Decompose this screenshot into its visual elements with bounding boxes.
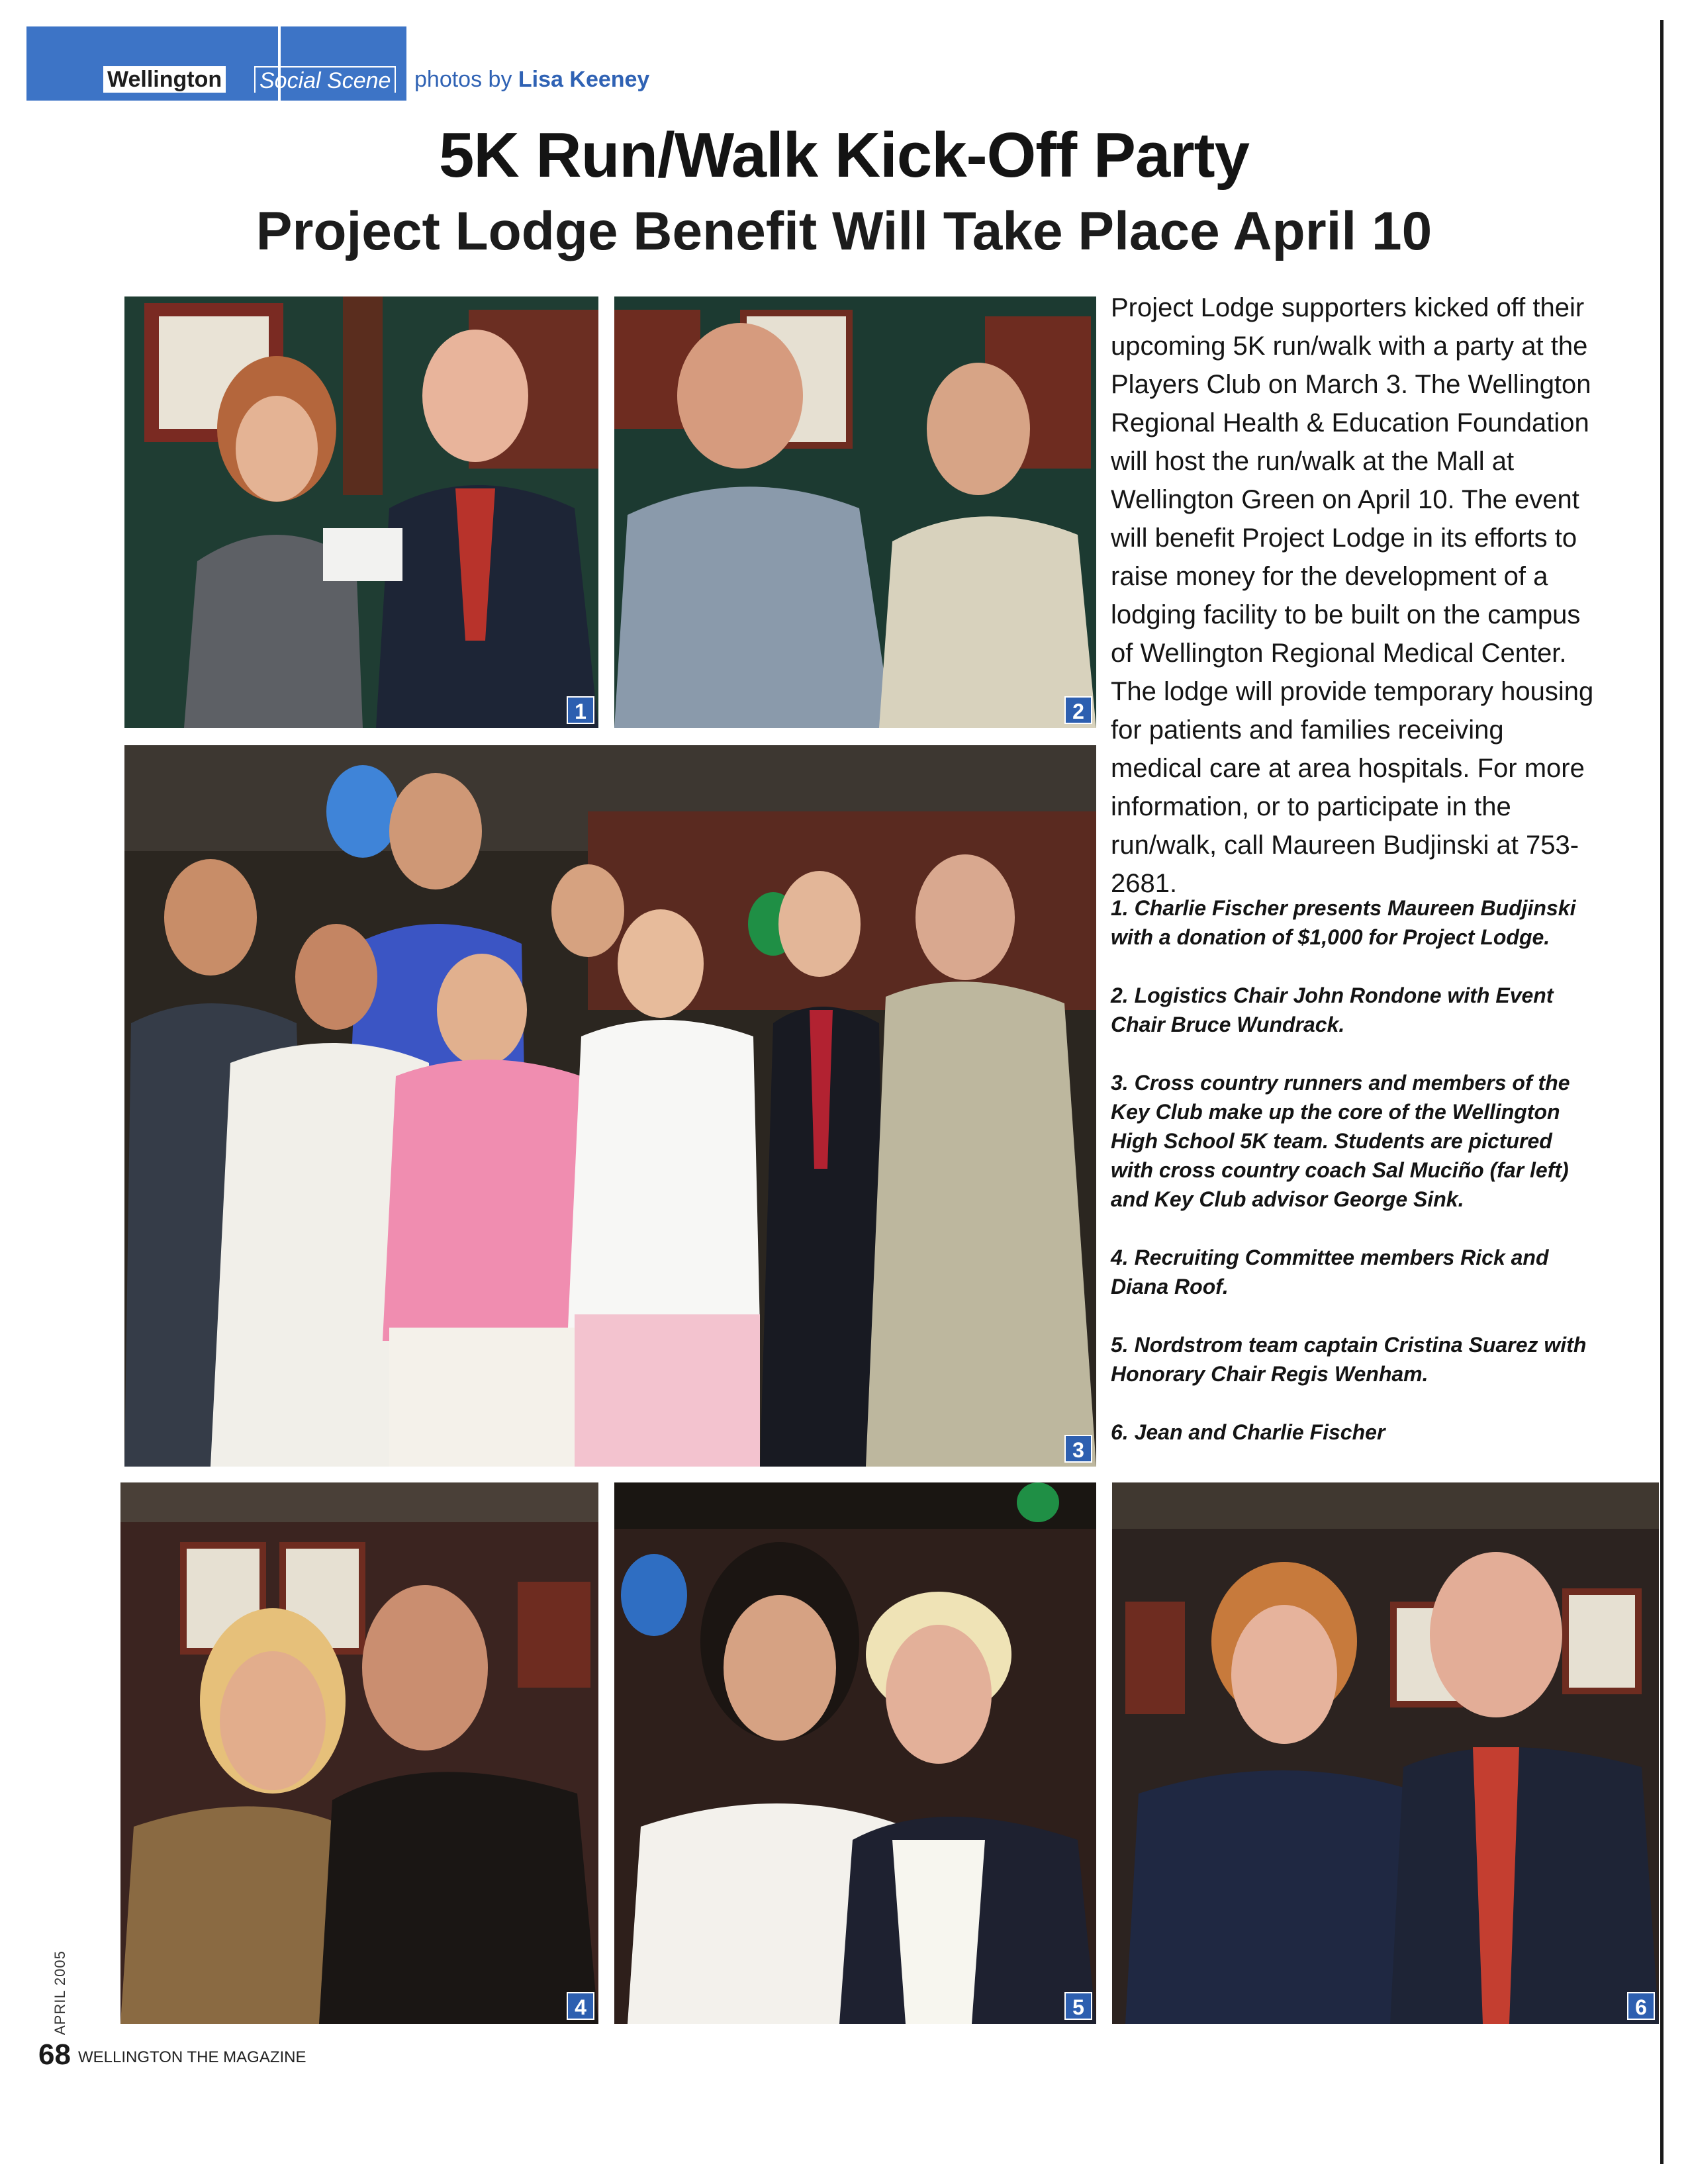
article-subheadline: Project Lodge Benefit Will Take Place April 10 (256, 201, 1432, 261)
photo-number-badge: 6 (1627, 1992, 1655, 2020)
issue-date: APRIL 2005 (52, 1950, 68, 2035)
caption-3: 3. Cross country runners and members of the Key Club make up the core of the Wellington High School 5K team. Students are pictured with cross country coach Sal Muciño (far left) and Key Club advisor George Sink. (1111, 1071, 1570, 1211)
caption-1: 1. Charlie Fischer presents Maureen Budjinski with a donation of $1,000 for Project Lodge. (1111, 896, 1576, 949)
article-headline: 5K Run/Walk Kick-Off Party (438, 120, 1249, 191)
photo-3 (124, 745, 1096, 1467)
photo-credit (414, 66, 649, 93)
photo-number-badge: 2 (1064, 696, 1092, 724)
photo-2-image (614, 296, 1096, 728)
photographer-name: Lisa Keeney (518, 67, 650, 92)
photo-6 (1112, 1482, 1659, 2024)
section-name: Wellington (103, 66, 226, 93)
page-edge-line (1660, 20, 1664, 2164)
caption-6: 6. Jean and Charlie Fischer (1111, 1420, 1385, 1444)
photo-4 (120, 1482, 598, 2024)
caption-5: 5. Nordstrom team captain Cristina Suarez with Honorary Chair Regis Wenham. (1111, 1333, 1587, 1386)
photo-3-image (124, 745, 1096, 1467)
photo-2 (614, 296, 1096, 728)
article-body: Project Lodge supporters kicked off their upcoming 5K run/walk with a party at the Players Club on March 3. The Wellington Regional Health & Education Foundation will host the run/walk at the Mall at Wellington Green on April 10. The event will benefit Project Lodge in its efforts to raise money for the development of a lodging facility to be built on the campus of Wellington Regional Medical Center. The lodge will provide temporary housing for patients and families receiving medical care at area hospitals. For more information, or to participate in the run/walk, call Maureen Budjinski at 753-2681. (1111, 293, 1594, 898)
photo-number-badge: 4 (567, 1992, 594, 2020)
photo-4-image (120, 1482, 598, 2024)
photo-6-image (1112, 1482, 1659, 2024)
photo-number-badge: 5 (1064, 1992, 1092, 2020)
page-number: 68 (38, 2038, 71, 2071)
photo-5 (614, 1482, 1096, 2024)
photo-5-image (614, 1482, 1096, 2024)
photo-number-badge: 3 (1064, 1435, 1092, 1463)
photo-1 (124, 296, 598, 728)
caption-2: 2. Logistics Chair John Rondone with Event Chair Bruce Wundrack. (1111, 983, 1554, 1036)
photo-1-image (124, 296, 598, 728)
caption-4: 4. Recruiting Committee members Rick and Diana Roof. (1111, 1246, 1549, 1298)
magazine-name: WELLINGTON THE MAGAZINE (78, 2048, 306, 2066)
credit-prefix: photos by (414, 67, 512, 92)
section-subname: Social Scene (254, 66, 396, 93)
photo-number-badge: 1 (567, 696, 594, 724)
photo-captions (1111, 893, 1594, 1476)
